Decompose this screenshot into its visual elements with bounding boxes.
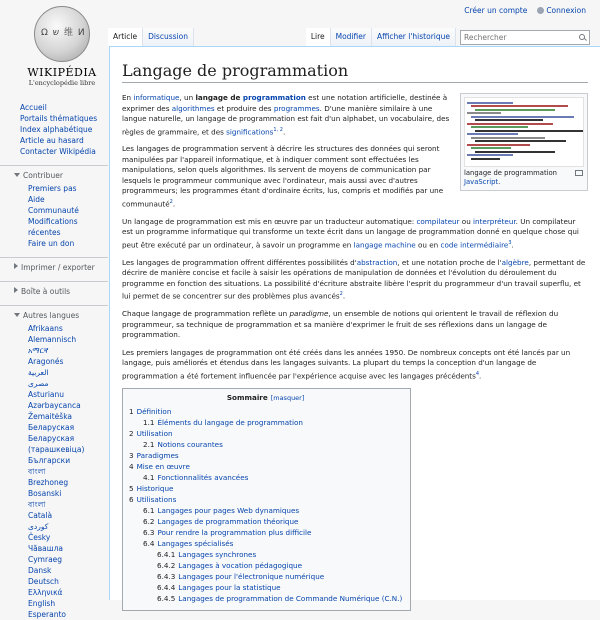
text-segment: Un langage de programmation est mis en œuvre par un traducteur automatique:: [122, 216, 417, 226]
tab-edit[interactable]: Modifier: [331, 28, 372, 46]
puzzle-globe-icon: [34, 6, 90, 62]
inline-link[interactable]: code intermédiaire: [440, 240, 509, 250]
magnify-icon[interactable]: [575, 170, 583, 176]
text-segment: . D'une manière similaire à une langue naturelle, un langage de programmation est fait d'un alphabet, un vocabulaire, des règles de grammaire, et des: [122, 103, 450, 136]
toc-text[interactable]: Notions courantes: [157, 440, 223, 450]
toc-item[interactable]: [129, 439, 402, 450]
code-line: [475, 109, 555, 111]
tab-article[interactable]: Article: [108, 28, 143, 46]
reference-link[interactable]: 3: [508, 239, 512, 246]
create-account-link[interactable]: Créer un compte: [464, 6, 528, 15]
collapsed-arrow-icon: [14, 263, 18, 269]
languages-portal: [0, 305, 108, 620]
toc-number: 6.4.2: [157, 561, 176, 571]
text-segment: Les premiers langages de programmation ont été créés dans les années 1950. De nombreux concepts ont été lancés par un langage, puis améliorés et étendus dans les langages suivants. La plupart du temps la conception d'un langage de programmation a été fortement influencée par l'expérience acquise avec les langages précédents: [122, 347, 571, 380]
inline-link[interactable]: informatique: [133, 93, 180, 102]
inline-link[interactable]: abstraction: [356, 257, 398, 267]
sidebar-nav-item[interactable]: Article au hasard: [20, 136, 84, 145]
text-segment: , un: [179, 93, 196, 102]
toc-number: 6.4.5: [157, 594, 176, 604]
toc-text[interactable]: Langages à vocation pédagogique: [178, 561, 303, 571]
code-line: [475, 130, 583, 132]
bold-term: langage de: [195, 93, 243, 102]
toc-number: 1: [129, 407, 134, 417]
print-heading[interactable]: Imprimer / exporter: [0, 262, 108, 273]
toc-text[interactable]: Éléments du langage de programmation: [157, 418, 303, 428]
toc-title: Sommaire [masquer]: [226, 393, 305, 403]
toc-item[interactable]: [129, 406, 402, 417]
tab-history[interactable]: Afficher l'historique: [372, 28, 456, 46]
sidebar-language-item[interactable]: Беларуская: [28, 423, 75, 432]
tools-heading[interactable]: Boîte à outils: [0, 286, 108, 297]
sidebar-language-item[interactable]: Afrikaans: [28, 324, 63, 333]
tools-portal: [0, 281, 108, 297]
print-portal: [0, 257, 108, 273]
namespace-tabs: [108, 28, 194, 46]
sidebar-nav-item[interactable]: Portails thématiques: [20, 114, 98, 123]
text-segment: , un ensemble de notions qui orientent le travail de réflexion du programmeur, sa technique de programmation et sa manière d'exprimer le fruit de ses réflexions dans un langage de programmation.: [122, 309, 559, 340]
toc-text[interactable]: Utilisation: [136, 429, 173, 439]
sidebar-language-item[interactable]: العربية: [28, 368, 49, 377]
paragraph-6: [122, 348, 588, 382]
sidebar-language-item[interactable]: Ελληνικά: [28, 588, 63, 597]
sidebar-language-item[interactable]: Deutsch: [28, 577, 59, 586]
sidebar-nav-item[interactable]: Accueil: [20, 103, 47, 112]
languages-heading[interactable]: Autres langues: [0, 310, 108, 321]
sidebar-language-item[interactable]: مصرى: [28, 379, 49, 388]
search-input[interactable]: [461, 31, 571, 44]
toc-list: [129, 406, 402, 604]
toc-item[interactable]: [129, 538, 402, 549]
toc-number: 3: [129, 451, 134, 461]
sidebar-language-item[interactable]: English: [28, 599, 56, 608]
toc-item[interactable]: [129, 483, 402, 494]
reference-link[interactable]: 4: [475, 370, 480, 377]
toc-item[interactable]: [129, 527, 402, 538]
toc-text[interactable]: Langages de programmation de Commande Numérique (C.N.): [178, 594, 403, 604]
sidebar-contribute-item[interactable]: Aide: [28, 195, 45, 204]
toc-number: 6: [129, 495, 134, 505]
contribute-portal: [0, 165, 108, 249]
languages-list: [0, 323, 108, 620]
text-segment: et produire des: [214, 103, 274, 113]
code-line: [471, 126, 528, 128]
toc-text[interactable]: Langages spécialisés: [157, 539, 234, 549]
bold-link[interactable]: programmation: [242, 93, 306, 102]
sidebar-language-item[interactable]: Aragonés: [28, 357, 64, 366]
paragraph-4: [122, 258, 588, 302]
sidebar-language-item[interactable]: Dansk: [28, 566, 52, 575]
logo-wordmark: WIKIPÉDIA: [27, 66, 97, 79]
thumbnail: [460, 93, 588, 191]
sidebar-language-item[interactable]: Cymraeg: [28, 555, 63, 564]
inline-link[interactable]: significations: [226, 126, 274, 136]
login-group[interactable]: [537, 6, 586, 15]
toc-item[interactable]: [129, 461, 402, 472]
text-segment: ou en: [415, 240, 441, 250]
logo-tagline: L'encyclopédie libre: [28, 79, 96, 87]
text-segment: Les langages de programmation offrent différentes possibilités d': [122, 257, 357, 267]
reference-link[interactable]: 2: [339, 291, 343, 298]
toc-item[interactable]: [129, 582, 402, 593]
toc-item[interactable]: [129, 593, 402, 604]
text-segment: .: [511, 240, 514, 250]
sidebar-language-item[interactable]: Esperanto: [28, 610, 66, 619]
code-line: [475, 151, 555, 153]
code-line: [467, 123, 553, 125]
sidebar-contribute-item[interactable]: Modifications récentes: [28, 217, 78, 237]
sidebar-language-item[interactable]: Български: [28, 456, 71, 465]
login-link[interactable]: Connexion: [546, 6, 586, 15]
toc-text[interactable]: Paradigmes: [136, 451, 179, 461]
content-area: [109, 46, 600, 604]
wikipedia-logo[interactable]: [12, 6, 112, 96]
code-line: [471, 116, 574, 118]
code-line: [467, 102, 513, 104]
toc-item[interactable]: [129, 417, 402, 428]
text-segment: .: [342, 291, 346, 301]
toc-number: 6.3: [143, 528, 155, 538]
code-line: [467, 133, 518, 135]
sidebar-language-item[interactable]: Brezhoneg: [28, 478, 69, 487]
toc-number: 6.4.3: [157, 572, 176, 582]
text-segment: En: [122, 93, 134, 102]
collapsed-arrow-icon: [14, 287, 18, 293]
expanded-arrow-icon: [14, 173, 20, 177]
inline-link[interactable]: langage machine: [353, 240, 416, 250]
toc-item[interactable]: [129, 494, 402, 505]
code-line: [467, 112, 501, 114]
thumbnail-caption: langage de programmation JavaScript.: [464, 167, 584, 187]
toc-item[interactable]: [129, 450, 402, 461]
search-icon[interactable]: [579, 34, 585, 40]
personal-tools: [464, 6, 586, 15]
toc-item[interactable]: [129, 505, 402, 516]
paragraph-5: [122, 309, 588, 341]
tab-discussion[interactable]: Discussion: [143, 28, 194, 46]
sidebar-nav-item[interactable]: Index alphabétique: [20, 125, 93, 134]
toc-text[interactable]: Utilisations: [136, 495, 177, 505]
sidebar-language-item[interactable]: Česky: [28, 533, 51, 542]
text-segment: .: [172, 199, 176, 209]
toc-number: 4.1: [143, 473, 155, 483]
text-segment: Les langages de programmation servent à décrire les structures des données qui seront manipulées par l'appareil informatique, et à indiquer comment sont effectuées les manipulations, selon quels algorithmes. Ils servent de moyens de communication par lesquels le programmeur communique avec l'ordinateur, mais aussi avec d'autres programmeurs; les programmes étant d'ordinaire écrits, lus, compris et modifiés par une communauté: [122, 144, 444, 209]
text-segment: .: [282, 126, 286, 136]
toc-number: 2.1: [143, 440, 155, 450]
sidebar-language-item[interactable]: Català: [28, 511, 53, 520]
view-tabs: [306, 28, 590, 46]
sidebar-nav-item[interactable]: Contacter Wikipédia: [20, 147, 96, 156]
inline-link[interactable]: compilateur: [416, 216, 460, 226]
code-line: [475, 140, 566, 142]
navigation-list: [0, 102, 108, 157]
toc-number: 6.2: [143, 517, 155, 527]
toc-text[interactable]: Langages pour la statistique: [178, 583, 281, 593]
code-line: [471, 158, 500, 160]
toc-item[interactable]: [129, 571, 402, 582]
sidebar-language-item[interactable]: Asturianu: [28, 390, 65, 399]
text-segment: .: [479, 370, 482, 380]
toc-number: 1.1: [143, 418, 155, 428]
toc-text[interactable]: Pour rendre la programmation plus difficile: [157, 528, 312, 538]
toc-item[interactable]: [129, 472, 402, 483]
sidebar: [0, 102, 108, 620]
text-segment: , permettant de décrire de manière concise et facile à saisir les opérations de manipulation de données et l'évolution du déroulement du programme en fonction des situations. La possibilité d'écriture abstraite libère l'esprit du programmeur d'un travail superflu, et lui permet de se concentrer sur des problèmes plus avancés: [122, 257, 586, 301]
sidebar-language-item[interactable]: Чӑвашла: [28, 544, 64, 553]
sidebar-language-item[interactable]: کوردی: [28, 522, 49, 531]
inline-link[interactable]: algèbre: [501, 257, 529, 267]
contribute-list: [0, 183, 108, 249]
sidebar-contribute-item[interactable]: Faire un don: [28, 239, 75, 248]
reference-link[interactable]: 2: [169, 198, 173, 205]
text-segment: . Un compilateur est un programme informatique qui transforme un texte écrit dans un langage de programmation donné en quelque chose qui peut être exécuté par un ordinateur, à savoir un programme en: [122, 216, 579, 250]
toc-text[interactable]: Langages pour pages Web dynamiques: [157, 506, 300, 516]
toc-text[interactable]: Historique: [136, 484, 174, 494]
code-line: [471, 147, 511, 149]
user-icon: [537, 7, 544, 14]
table-of-contents: [122, 388, 411, 611]
reference-link[interactable]: 1, 2: [273, 126, 283, 133]
text-segment: est une notation artificielle, destinée à exprimer des: [122, 93, 448, 113]
toc-text[interactable]: Langages synchrones: [178, 550, 257, 560]
code-line: [471, 137, 545, 139]
sidebar-language-item[interactable]: Žemaitėška: [28, 412, 73, 421]
sidebar-language-item[interactable]: বাংলা: [28, 467, 46, 476]
expanded-arrow-icon: [14, 313, 20, 317]
inline-link[interactable]: programmes: [273, 103, 320, 113]
toc-text[interactable]: Langages pour l'électronique numérique: [178, 572, 325, 582]
text-segment: , et une notation proche de l': [397, 257, 502, 267]
contribute-heading[interactable]: Contribuer: [0, 170, 108, 181]
text-segment: Chaque langage de programmation reflète un: [122, 309, 290, 319]
code-screenshot-image[interactable]: [464, 97, 584, 167]
paragraph-3: [122, 217, 588, 251]
code-line: [467, 154, 513, 156]
toc-text[interactable]: Langages de programmation théorique: [157, 517, 299, 527]
code-line: [471, 105, 568, 107]
inline-link[interactable]: algorithmes: [171, 103, 215, 113]
toc-text[interactable]: Mise en œuvre: [136, 462, 190, 472]
code-line: [475, 119, 543, 121]
tab-read[interactable]: Lire: [306, 28, 331, 46]
toc-number: 2: [129, 429, 134, 439]
toc-number: 4: [129, 462, 134, 472]
sidebar-language-item[interactable]: Alemannisch: [28, 335, 77, 344]
toc-text[interactable]: Fonctionnalités avancées: [157, 473, 249, 483]
toc-number: 6.1: [143, 506, 155, 516]
text-segment: ou: [459, 216, 474, 226]
javascript-link[interactable]: JavaScript: [464, 178, 499, 186]
toc-number: 5: [129, 484, 134, 494]
search-box: [460, 30, 590, 45]
sidebar-contribute-item[interactable]: Premiers pas: [28, 184, 77, 193]
sidebar-language-item[interactable]: Azərbaycanca: [28, 401, 81, 410]
page-title: Langage de programmation: [122, 61, 588, 83]
toc-item[interactable]: [129, 516, 402, 527]
sidebar-language-item[interactable]: Беларуская (тарашкевіца): [28, 434, 85, 454]
toc-item[interactable]: [129, 560, 402, 571]
sidebar-contribute-item[interactable]: Communauté: [28, 206, 79, 215]
toc-item[interactable]: [129, 549, 402, 560]
toc-number: 6.4.1: [157, 550, 176, 560]
toc-item[interactable]: [129, 428, 402, 439]
italic-term: paradigme: [289, 309, 329, 319]
toc-number: 6.4.4: [157, 583, 176, 593]
code-line: [467, 144, 530, 146]
sidebar-language-item[interactable]: বাংলা: [28, 500, 46, 509]
sidebar-language-item[interactable]: Bosanski: [28, 489, 62, 498]
sidebar-language-item[interactable]: አማርኛ: [28, 346, 49, 355]
toc-toggle[interactable]: [masquer]: [270, 394, 305, 403]
inline-link[interactable]: interpréteur: [473, 216, 516, 226]
toc-number: 6.4: [143, 539, 155, 549]
toc-text[interactable]: Définition: [136, 407, 172, 417]
